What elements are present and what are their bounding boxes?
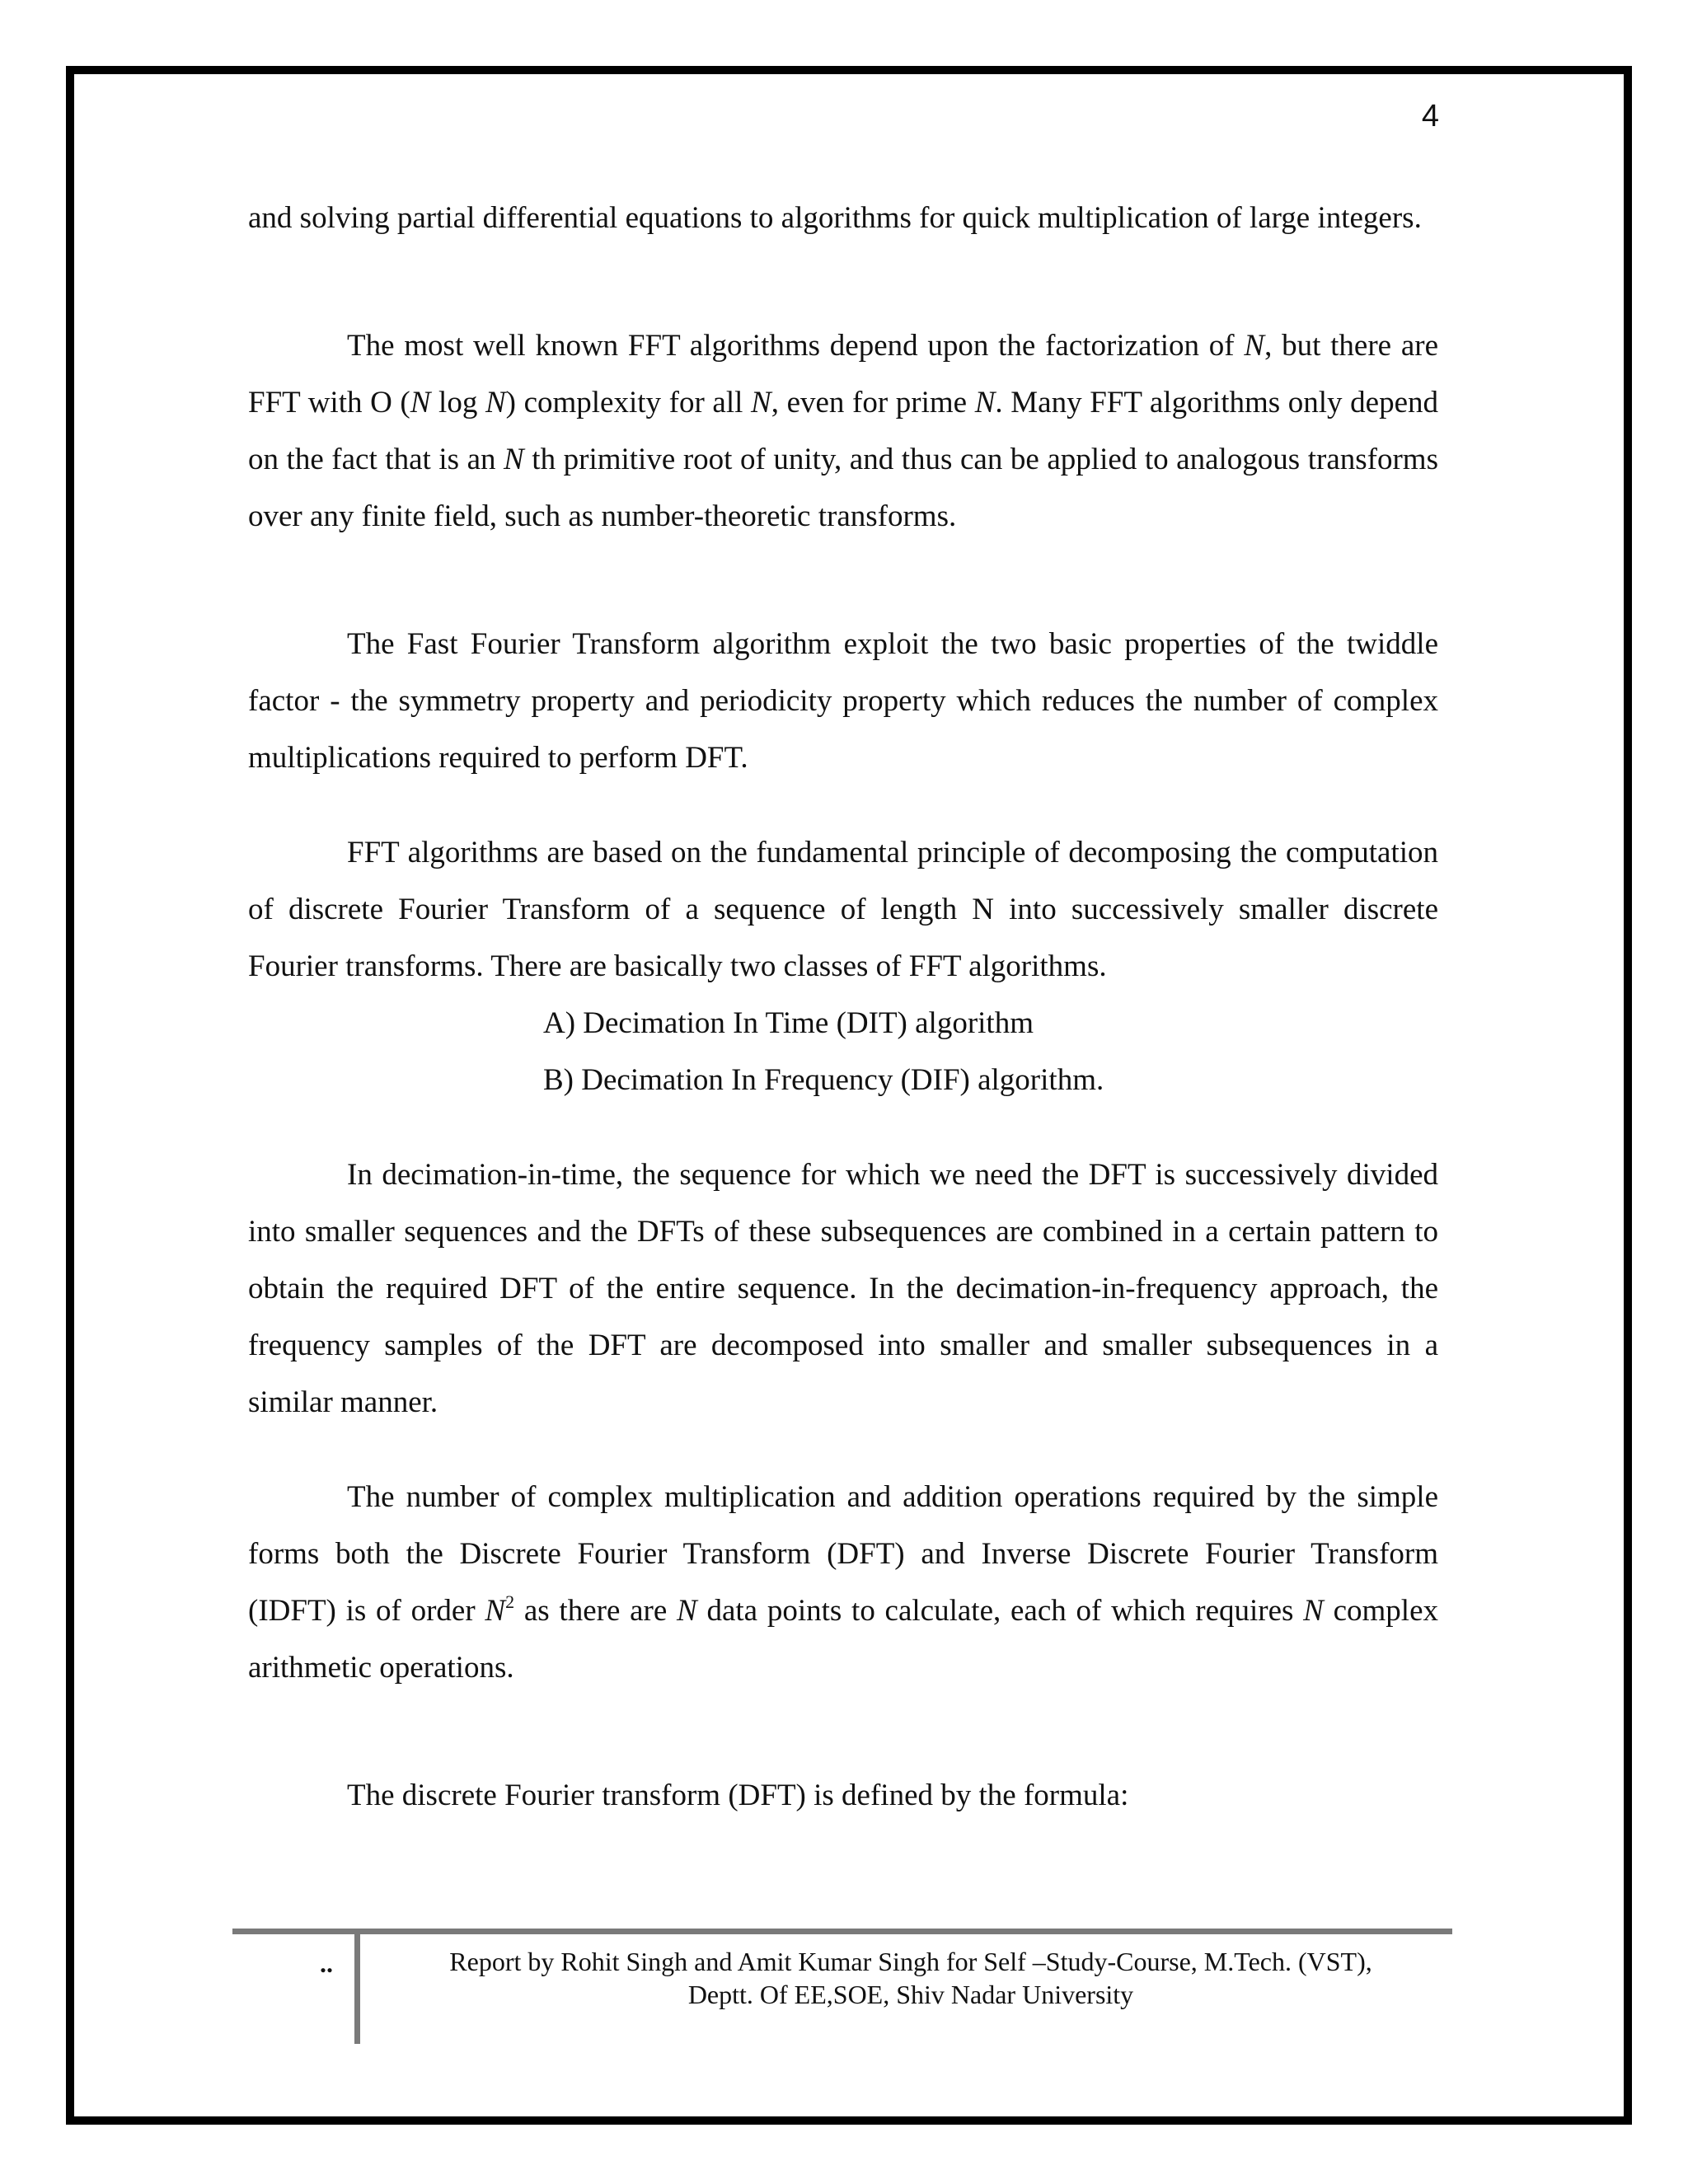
- paragraph-dft-definition: The discrete Fourier transform (DFT) is defined by the formula:: [347, 1779, 1129, 1812]
- paragraph-decimation: In decimation-in-time, the sequence for which we need the DFT is successively divided into smaller sequences and the DFTs of these subsequences are combined in a certain pattern to obtain the required DFT of the entire sequence. In the decimation-in-frequency approach, the frequency samples of the DFT are decomposed into smaller and smaller subsequences in a similar manner.: [248, 1158, 1438, 1419]
- paragraph-twiddle-factor: The Fast Fourier Transform algorithm exploit the two basic properties of the twiddle factor - the symmetry property and periodicity property which reduces the number of complex multiplications required to perform DFT.: [248, 627, 1438, 775]
- paragraph-continuation: and solving partial differential equations to algorithms for quick multiplication of large integers.: [248, 201, 1422, 235]
- footer-line-1: Report by Rohit Singh and Amit Kumar Singh for Self –Study-Course, M.Tech. (VST),: [449, 1947, 1372, 1976]
- footer-rule: [232, 1929, 1452, 1934]
- paragraph-fft-factorization: The most well known FFT algorithms depend upon the factorization of N, but there are FFT with O (N log N) complexity for all N, even for prime N. Many FFT algorithms only depend on the fact that is an N th primitive root of unity, and thus can be applied to analogous transforms over any finite field, such as number-theoretic transforms.: [248, 329, 1439, 533]
- paragraph-complexity: The number of complex multiplication and addition operations required by the simple forms both the Discrete Fourier Transform (DFT) and Inverse Discrete Fourier Transform (IDFT) is of order $N^2$ as there are N data points to calculate, each of which requires N complex arithmetic operations.: [248, 1480, 1439, 1685]
- page-number: 4: [1421, 99, 1439, 134]
- list-item-dit: A) Decimation In Time (DIT) algorithm: [543, 1006, 1034, 1040]
- footer-divider: [354, 1933, 360, 2044]
- footer-text: [387, 1945, 1434, 2011]
- document-body: [248, 190, 1438, 1824]
- footer-line-2: Deptt. Of EE,SOE, Shiv Nadar University: [687, 1980, 1134, 2009]
- footer-dots: ..: [320, 1948, 333, 1978]
- list-item-dif: B) Decimation In Frequency (DIF) algorithm.: [543, 1063, 1104, 1097]
- paragraph-fft-principle: FFT algorithms are based on the fundamental principle of decomposing the computation of discrete Fourier Transform of a sequence of length N into successively smaller discrete Fourier transforms. There are basically two classes of FFT algorithms.: [248, 836, 1438, 983]
